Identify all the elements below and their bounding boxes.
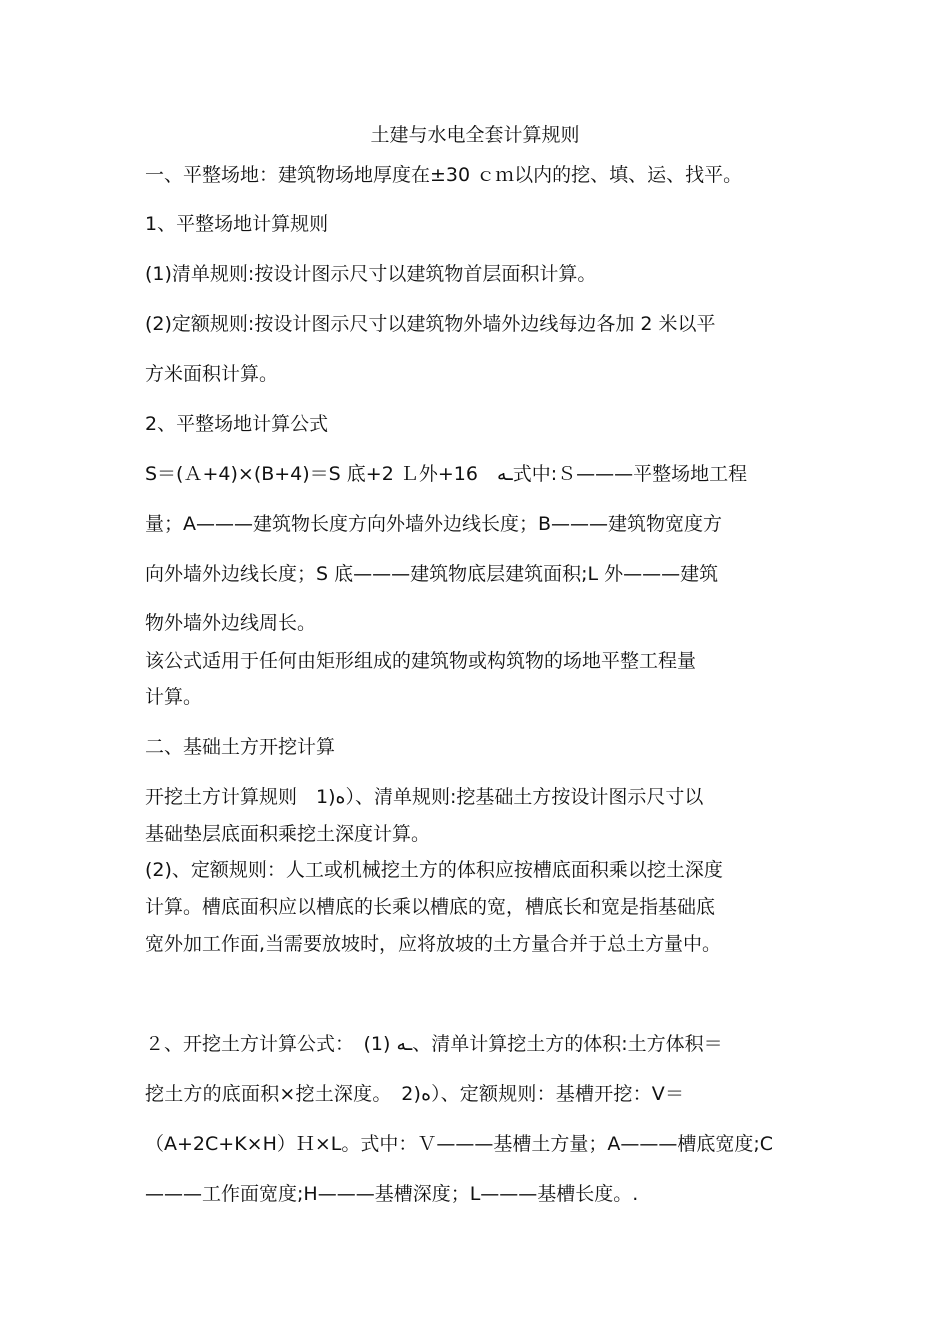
paragraph-line: (2)、定额规则：人工或机械挖土方的体积应按槽底面积乘以挖土深度 — [145, 859, 723, 881]
paragraph-line: (1)清单规则:按设计图示尺寸以建筑物首层面积计算。 — [145, 263, 597, 285]
formula-line: （A+2C+K×H）Ｈ×L。式中：Ｖ———基槽土方量；A———槽底宽度;C — [145, 1133, 774, 1155]
paragraph-line: 该公式适用于任何由矩形组成的建筑物或构筑物的场地平整工程量 — [145, 650, 697, 672]
paragraph-line: 向外墙外边线长度；S 底———建筑物底层建筑面积;L 外———建筑 — [145, 563, 719, 585]
paragraph-line: 物外墙外边线周长。 — [145, 612, 317, 634]
formula-line: ———工作面宽度;H———基槽深度；L———基槽长度。. — [145, 1183, 639, 1205]
paragraph-line: 计算。槽底面积应以槽底的长乘以槽底的宽，槽底长和宽是指基础底 — [145, 896, 716, 918]
paragraph-line: 方米面积计算。 — [145, 363, 279, 385]
paragraph-line: 1、平整场地计算规则 — [145, 213, 329, 235]
section-1-heading: 一、平整场地：建筑物场地厚度在±30 ｃｍ以内的挖、填、运、找平。 — [145, 164, 743, 186]
paragraph-line: 基础垫层底面积乘挖土深度计算。 — [145, 823, 431, 845]
paragraph-line: 2、平整场地计算公式 — [145, 413, 329, 435]
formula-heading: ２、开挖土方计算公式： (1) ـه、清单计算挖土方的体积:土方体积＝ — [145, 1033, 723, 1055]
paragraph-line: 计算。 — [145, 686, 203, 708]
paragraph-line: 开挖土方计算规则 1)ه）、清单规则:挖基础土方按设计图示尺寸以 — [145, 786, 704, 808]
document-title: 土建与水电全套计算规则 — [370, 124, 580, 146]
paragraph-line: (2)定额规则:按设计图示尺寸以建筑物外墙外边线每边各加 2 米以平 — [145, 313, 716, 335]
paragraph-line: 量；A———建筑物长度方向外墙外边线长度；B———建筑物宽度方 — [145, 513, 723, 535]
paragraph-line: 宽外加工作面,当需要放坡时，应将放坡的土方量合并于总土方量中。 — [145, 933, 722, 955]
formula-line: S＝(Ａ+4)×(B+4)＝S 底+2 Ｌ外+16 ـه式中:Ｓ———平整场地工程 — [145, 463, 748, 485]
section-2-heading: 二、基础土方开挖计算 — [145, 736, 336, 758]
formula-line: 挖土方的底面积×挖土深度。 2)ه）、定额规则：基槽开挖：V＝ — [145, 1083, 685, 1105]
